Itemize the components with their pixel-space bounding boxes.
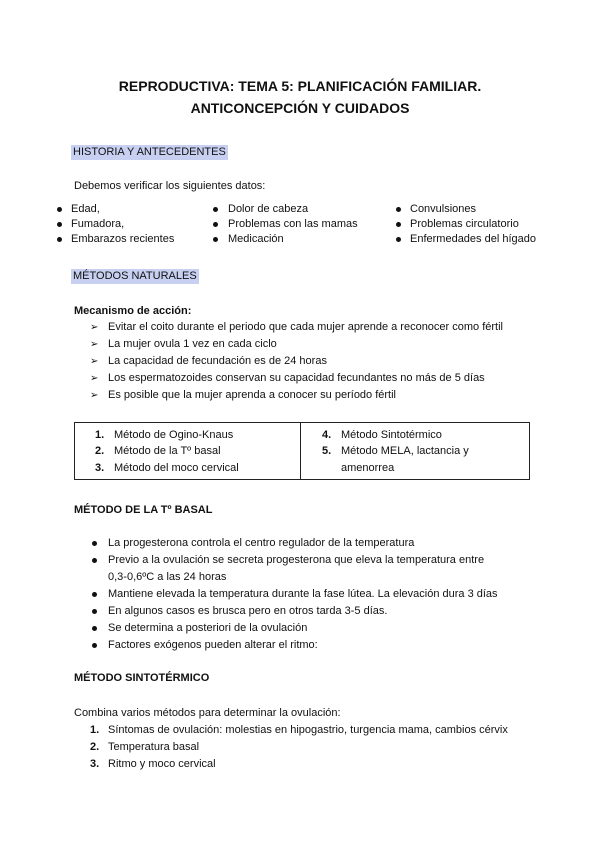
arrow-bullet-icon: ➢ <box>90 356 99 367</box>
table-item-text: Método Sintotérmico <box>341 429 442 441</box>
list-item: Problemas con las mamas <box>228 218 358 230</box>
list-item-continuation: 0,3-0,6ºC a las 24 horas <box>108 571 227 583</box>
bullet-icon <box>92 643 97 648</box>
table-item-text: Método del moco cervical <box>114 462 239 474</box>
list-item: Dolor de cabeza <box>228 203 309 215</box>
list-item-number: 1. <box>90 724 100 736</box>
bullet-icon <box>92 626 97 631</box>
list-item-number: 2. <box>90 741 100 753</box>
table-item-number: 3. <box>95 462 105 474</box>
bullet-icon <box>213 222 218 227</box>
list-item: Ritmo y moco cervical <box>108 758 216 770</box>
section-heading-tbasal: MÉTODO DE LA Tº BASAL <box>74 504 213 516</box>
list-item: Convulsiones <box>410 203 477 215</box>
bullet-icon <box>57 222 62 227</box>
table-item-text-continuation: amenorrea <box>341 462 395 474</box>
bullet-icon <box>92 558 97 563</box>
list-item: Edad, <box>71 203 100 215</box>
table-item-number: 5. <box>322 445 332 457</box>
document-title-line-2: ANTICONCEPCIÓN Y CUIDADOS <box>190 100 410 116</box>
list-item: Se determina a posteriori de la ovulación <box>108 622 308 634</box>
document-title-line-1: REPRODUCTIVA: TEMA 5: PLANIFICACIÓN FAMILIAR. <box>118 78 482 94</box>
list-item: Factores exógenos pueden alterar el ritmo: <box>108 639 318 651</box>
bullet-icon <box>57 237 62 242</box>
list-item: Problemas circulatorio <box>410 218 519 230</box>
list-item: En algunos casos es brusca pero en otros tarda 3-5 días. <box>108 605 388 617</box>
bullet-icon <box>92 609 97 614</box>
table-item-number: 1. <box>95 429 105 441</box>
table-item-text: Método MELA, lactancia y <box>341 445 469 457</box>
list-item: Embarazos recientes <box>71 233 175 245</box>
methods-table <box>74 422 530 480</box>
list-item: La mujer ovula 1 vez en cada ciclo <box>108 338 277 350</box>
list-item: Mantiene elevada la temperatura durante la fase lútea. La elevación dura 3 días <box>108 588 498 600</box>
list-item: La progesterona controla el centro regulador de la temperatura <box>108 537 415 549</box>
table-item-number: 2. <box>95 445 105 457</box>
list-item: Medicación <box>228 233 284 245</box>
sintotermico-intro: Combina varios métodos para determinar la ovulación: <box>74 707 341 719</box>
list-item: Es posible que la mujer aprenda a conocer su período fértil <box>108 389 397 401</box>
section-heading-sintotermico: MÉTODO SINTOTÉRMICO <box>74 672 210 684</box>
table-item-text: Método de la Tº basal <box>114 445 221 457</box>
bullet-icon <box>396 207 401 212</box>
bullet-icon <box>213 207 218 212</box>
bullet-icon <box>396 222 401 227</box>
bullet-icon <box>213 237 218 242</box>
list-item: Temperatura basal <box>108 741 200 753</box>
arrow-bullet-icon: ➢ <box>90 339 99 350</box>
list-item: Previo a la ovulación se secreta progesterona que eleva la temperatura entre <box>108 554 485 566</box>
bullet-icon <box>92 541 97 546</box>
section-heading-metodos-naturales: MÉTODOS NATURALES <box>73 270 197 282</box>
arrow-bullet-icon: ➢ <box>90 373 99 384</box>
section-heading-historia: HISTORIA Y ANTECEDENTES <box>73 146 226 158</box>
bullet-icon <box>396 237 401 242</box>
list-item: Síntomas de ovulación: molestias en hipogastrio, turgencia mama, cambios cérvix <box>108 724 508 736</box>
list-item-number: 3. <box>90 758 100 770</box>
table-divider <box>300 423 301 479</box>
arrow-bullet-icon: ➢ <box>90 390 99 401</box>
historia-intro: Debemos verificar los siguientes datos: <box>74 180 266 192</box>
list-item: La capacidad de fecundación es de 24 horas <box>108 355 327 367</box>
bullet-icon <box>57 207 62 212</box>
list-item: Los espermatozoides conservan su capacidad fecundantes no más de 5 días <box>108 372 485 384</box>
table-item-text: Método de Ogino-Knaus <box>114 429 234 441</box>
list-item: Evitar el coito durante el periodo que cada mujer aprende a reconocer como fértil <box>108 321 504 333</box>
list-item: Enfermedades del hígado <box>410 233 536 245</box>
arrow-bullet-icon: ➢ <box>90 322 99 333</box>
mecanismo-subheading: Mecanismo de acción: <box>74 305 192 317</box>
bullet-icon <box>92 592 97 597</box>
table-item-number: 4. <box>322 429 332 441</box>
list-item: Fumadora, <box>71 218 125 230</box>
